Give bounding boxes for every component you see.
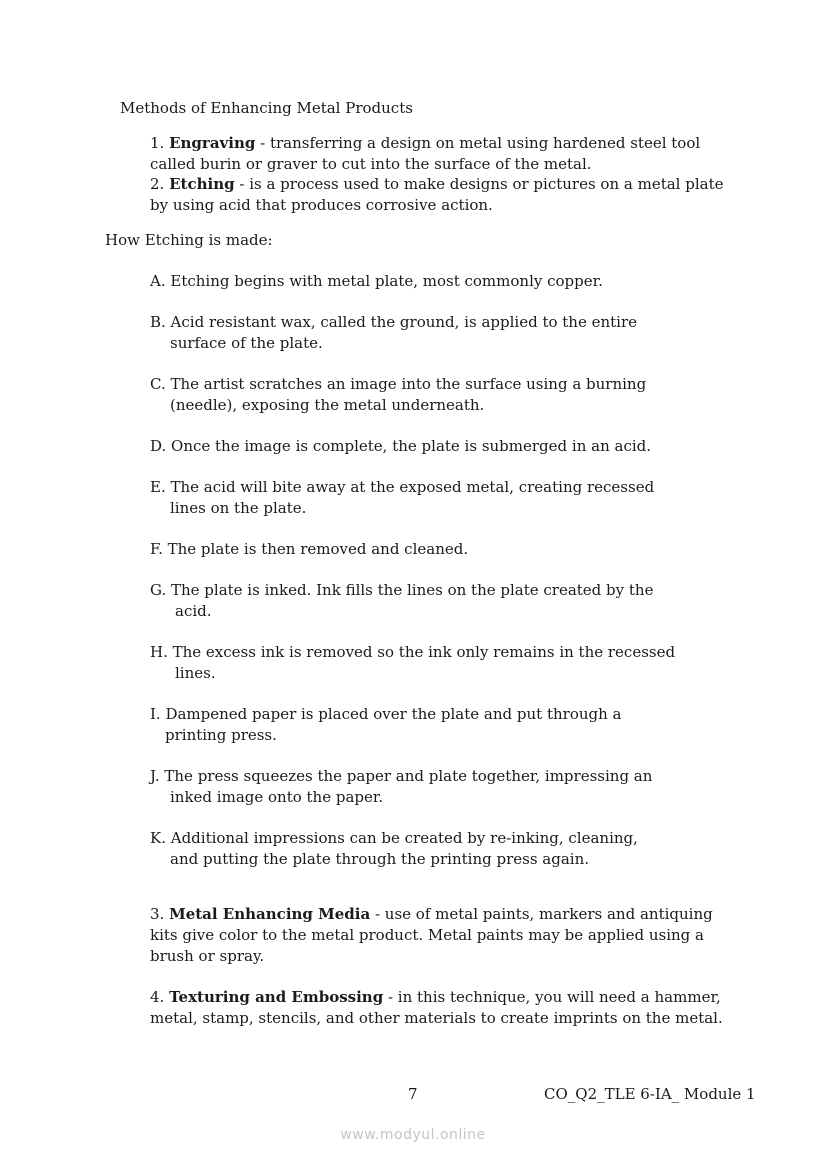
page-number: 7 <box>408 1085 418 1103</box>
method-desc-line2: called burin or graver to cut into the surface of the metal. <box>150 155 592 173</box>
etching-step-f <box>150 539 468 560</box>
method-desc-line2: metal, stamp, stencils, and other materials to create imprints on the metal. <box>150 1009 723 1027</box>
step-line1: C. The artist scratches an image into the surface using a burning <box>150 375 647 393</box>
etching-step-k <box>150 828 638 870</box>
step-line2: (needle), exposing the metal underneath. <box>170 396 485 414</box>
method-term: Etching <box>169 175 235 193</box>
step-line2: and putting the plate through the printing press again. <box>170 850 589 868</box>
method-desc-line1: - is a process used to make designs or pictures on a metal plate <box>234 175 724 193</box>
method-desc-line1: - transferring a design on metal using hardened steel tool <box>255 134 701 152</box>
step-line2: acid. <box>175 602 212 620</box>
method-texturing-embossing <box>150 987 723 1029</box>
step-line2: printing press. <box>165 726 277 744</box>
step-line2: inked image onto the paper. <box>170 788 384 806</box>
step-line1: B. Acid resistant wax, called the ground, is applied to the entire <box>150 313 638 331</box>
step-line1: F. The plate is then removed and cleaned. <box>150 540 469 558</box>
method-number: 2. <box>150 175 165 193</box>
step-line1: K. Additional impressions can be created by re-inking, cleaning, <box>150 829 638 847</box>
step-line1: I. Dampened paper is placed over the plate and put through a <box>150 705 622 723</box>
method-desc-line1: - use of metal paints, markers and antiquing <box>370 905 713 923</box>
method-number: 1. <box>150 134 165 152</box>
watermark: www.modyul.online <box>340 1127 486 1143</box>
etching-heading: How Etching is made: <box>105 231 273 249</box>
method-desc-line2: kits give color to the metal product. Metal paints may be applied using a <box>150 926 704 944</box>
method-desc-line1: - in this technique, you will need a hammer, <box>383 988 721 1006</box>
step-line2: surface of the plate. <box>170 334 323 352</box>
etching-step-j <box>150 766 652 808</box>
etching-step-g <box>150 580 653 622</box>
method-etching <box>150 174 723 216</box>
method-engraving <box>150 133 700 175</box>
step-line1: H. The excess ink is removed so the ink only remains in the recessed <box>150 643 676 661</box>
method-term: Engraving <box>169 134 256 152</box>
etching-step-d <box>150 436 651 457</box>
step-line1: E. The acid will bite away at the exposed metal, creating recessed <box>150 478 655 496</box>
method-number: 4. <box>150 988 165 1006</box>
etching-step-c <box>150 374 646 416</box>
module-code: CO_Q2_TLE 6-IA_ Module 1 <box>544 1085 756 1103</box>
step-line1: J. The press squeezes the paper and plate together, impressing an <box>150 767 653 785</box>
etching-step-a <box>150 271 603 292</box>
etching-step-b <box>150 312 637 354</box>
step-line1: G. The plate is inked. Ink fills the lines on the plate created by the <box>150 581 654 599</box>
etching-step-h <box>150 642 675 684</box>
method-term: Metal Enhancing Media <box>169 905 371 923</box>
method-desc-line2: by using acid that produces corrosive action. <box>150 196 493 214</box>
etching-step-e <box>150 477 654 519</box>
method-term: Texturing and Embossing <box>169 988 384 1006</box>
step-line1: D. Once the image is complete, the plate is submerged in an acid. <box>150 437 652 455</box>
method-metal-enhancing-media <box>150 904 713 967</box>
step-line1: A. Etching begins with metal plate, most commonly copper. <box>150 272 603 290</box>
etching-step-i <box>150 704 621 746</box>
method-desc-line3: brush or spray. <box>150 947 265 965</box>
section-heading: Methods of Enhancing Metal Products <box>120 99 413 117</box>
step-line2: lines. <box>175 664 216 682</box>
method-number: 3. <box>150 905 165 923</box>
step-line2: lines on the plate. <box>170 499 307 517</box>
